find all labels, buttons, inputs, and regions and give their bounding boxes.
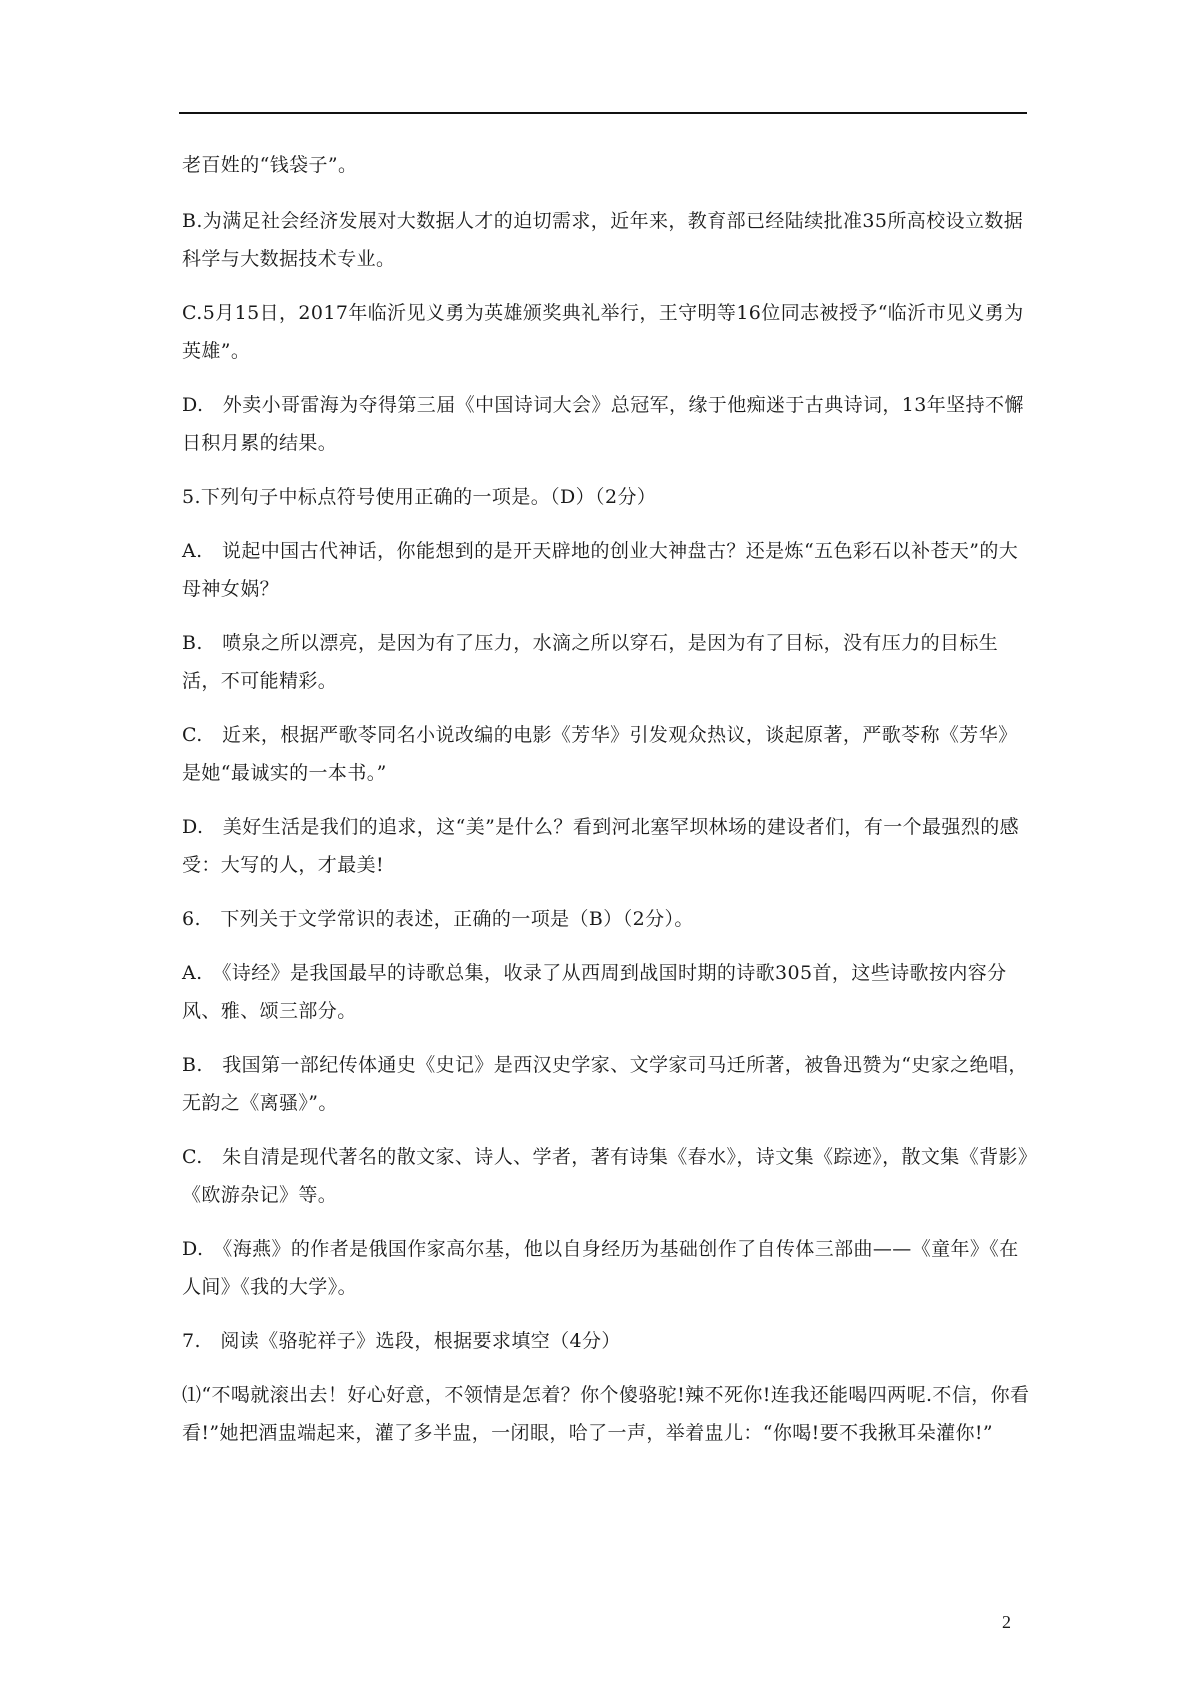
page-number: 2 bbox=[1002, 1612, 1011, 1632]
paragraph: 老百姓的“钱袋子”。 bbox=[182, 154, 358, 176]
option-b-q5: B. 喷泉之所以漂亮，是因为有了压力，水滴之所以穿石，是因为有了目标，没有压力的目标生活，不可能精彩。 bbox=[182, 632, 999, 692]
option-c-q5: C. 近来，根据严歌苓同名小说改编的电影《芳华》引发观众热议，谈起原著，严歌苓称《芳华》是她“最诚实的一本书。” bbox=[182, 724, 1018, 784]
option-a-q6: A. 《诗经》是我国最早的诗歌总集，收录了从西周到战国时期的诗歌305首，这些诗歌按内容分风、雅、颂三部分。 bbox=[182, 962, 1007, 1022]
option-c-q6: C. 朱自清是现代著名的散文家、诗人、学者，著有诗集《春水》，诗文集《踪迹》，散文集《背影》《欧游杂记》等。 bbox=[182, 1146, 1028, 1206]
excerpt-1: ⑴“不喝就滚出去！好心好意，不领情是怎着？你个傻骆驼!辣不死你!连我还能喝四两呢.不信，你看看!”她把酒盅端起来，灌了多半盅，一闭眼，哈了一声，举着盅儿：“你喝!要不我揪耳朵灌你!” bbox=[182, 1384, 1030, 1444]
page-body bbox=[182, 146, 1030, 1468]
question-6: 6. 下列关于文学常识的表述，正确的一项是（B）（2分）。 bbox=[182, 908, 694, 930]
option-d-q5: D. 美好生活是我们的追求，这“美”是什么？看到河北塞罕坝林场的建设者们，有一个最强烈的感受：大写的人，才最美! bbox=[182, 816, 1020, 876]
option-b-q6: B. 我国第一部纪传体通史《史记》是西汉史学家、文学家司马迁所著，被鲁迅赞为“史家之绝唱，无韵之《离骚》”。 bbox=[182, 1054, 1028, 1114]
option-b-q4: B.为满足社会经济发展对大数据人才的迫切需求，近年来，教育部已经陆续批准35所高校设立数据科学与大数据技术专业。 bbox=[182, 210, 1024, 270]
header-rule bbox=[179, 112, 1027, 114]
option-d-q6: D. 《海燕》的作者是俄国作家高尔基，他以自身经历为基础创作了自传体三部曲——《童年》《在人间》《我的大学》。 bbox=[182, 1238, 1019, 1298]
option-c-q4: C.5月15日，2017年临沂见义勇为英雄颁奖典礼举行，王守明等16位同志被授予“临沂市见义勇为英雄”。 bbox=[182, 302, 1024, 362]
question-7: 7. 阅读《骆驼祥子》选段，根据要求填空（4分） bbox=[182, 1330, 621, 1352]
question-5: 5.下列句子中标点符号使用正确的一项是。（D）（2分） bbox=[182, 486, 657, 508]
option-a-q5: A. 说起中国古代神话，你能想到的是开天辟地的创业大神盘古？还是炼“五色彩石以补苍天”的大母神女娲？ bbox=[182, 540, 1019, 600]
option-d-q4: D. 外卖小哥雷海为夺得第三届《中国诗词大会》总冠军，缘于他痴迷于古典诗词，13年坚持不懈日积月累的结果。 bbox=[182, 394, 1024, 454]
